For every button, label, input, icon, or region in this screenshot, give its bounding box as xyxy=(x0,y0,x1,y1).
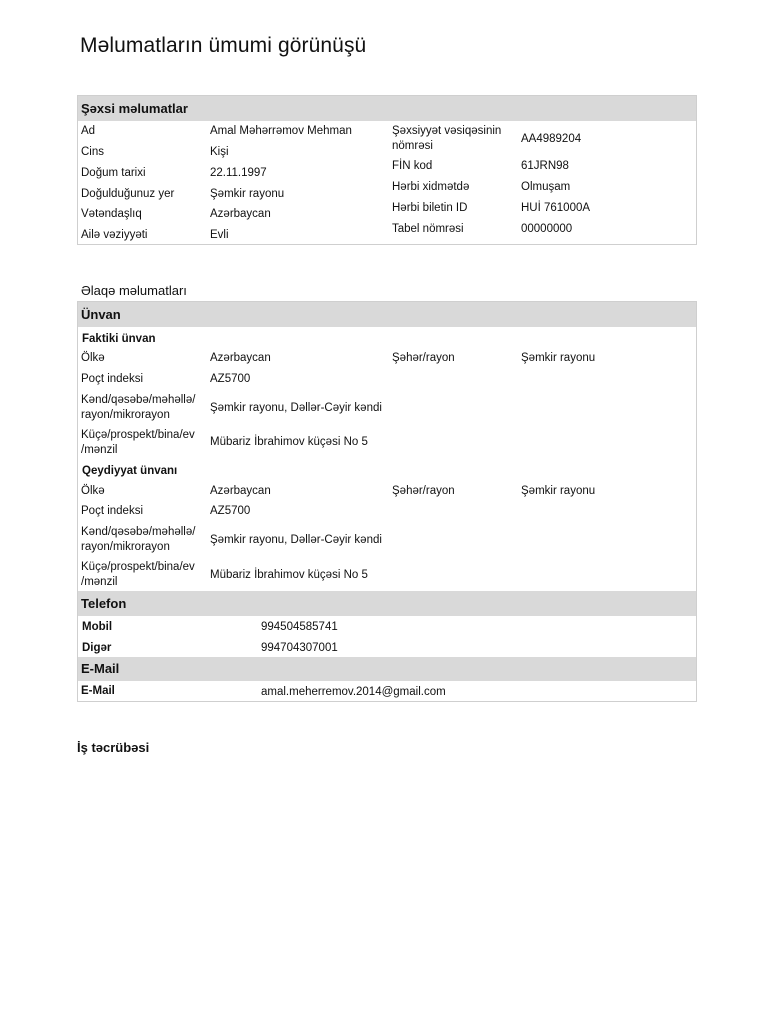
personal-info-header: Şəxsi məlumatlar xyxy=(78,96,696,121)
actual-street-value: Mübariz İbrahimov küçəsi No 5 xyxy=(210,436,368,448)
marital-status-value: Evli xyxy=(210,229,229,241)
actual-village-value: Şəmkir rayonu, Dəllər-Cəyir kəndi xyxy=(210,402,382,414)
birthplace-label: Doğulduğunuz yer xyxy=(81,188,175,200)
phone-header: Telefon xyxy=(78,591,696,616)
email-value: amal.meherremov.2014@gmail.com xyxy=(261,686,446,698)
tabel-number-value: 00000000 xyxy=(521,223,573,235)
actual-city-value: Şəmkir rayonu xyxy=(521,352,596,364)
actual-street-label: Küçə/prospekt/bina/ev /mənzil xyxy=(81,429,195,456)
fin-code-value: 61JRN98 xyxy=(521,160,569,172)
personal-info-section xyxy=(77,95,697,245)
actual-village-label: Kənd/qəsəbə/məhəllə/ rayon/mikrorayon xyxy=(81,394,196,421)
gender-value: Kişi xyxy=(210,146,229,158)
tabel-number-label: Tabel nömrəsi xyxy=(392,223,464,235)
name-value: Amal Məhərrəmov Mehman xyxy=(210,125,352,137)
marital-status-label: Ailə vəziyyəti xyxy=(81,229,148,241)
other-phone-label: Digər xyxy=(82,642,112,654)
mobile-label: Mobil xyxy=(82,621,113,633)
registered-street-label: Küçə/prospekt/bina/ev /mənzil xyxy=(81,561,195,588)
actual-postal-value: AZ5700 xyxy=(210,373,251,385)
military-service-label: Hərbi xidmətdə xyxy=(392,181,470,193)
military-id-label: Hərbi biletin ID xyxy=(392,202,468,214)
work-experience-heading: İş təcrübəsi xyxy=(77,740,150,755)
registered-country-label: Ölkə xyxy=(81,485,105,497)
mobile-value: 994504585741 xyxy=(261,621,338,633)
registered-street-value: Mübariz İbrahimov küçəsi No 5 xyxy=(210,569,368,581)
registered-city-value: Şəmkir rayonu xyxy=(521,485,596,497)
other-phone-value: 994704307001 xyxy=(261,642,338,654)
registered-postal-label: Poçt indeksi xyxy=(81,505,144,517)
id-card-value: AA4989204 xyxy=(521,133,582,145)
citizenship-value: Azərbaycan xyxy=(210,208,271,220)
actual-country-value: Azərbaycan xyxy=(210,352,271,364)
name-label: Ad xyxy=(81,125,96,137)
actual-country-label: Ölkə xyxy=(81,352,105,364)
actual-address-title: Faktiki ünvan xyxy=(82,333,156,345)
actual-postal-label: Poçt indeksi xyxy=(81,373,144,385)
registered-village-value: Şəmkir rayonu, Dəllər-Cəyir kəndi xyxy=(210,534,382,546)
military-service-value: Olmuşam xyxy=(521,181,571,193)
email-header: E-Mail xyxy=(78,657,696,681)
citizenship-label: Vətəndaşlıq xyxy=(81,208,142,220)
address-header: Ünvan xyxy=(78,302,696,327)
gender-label: Cins xyxy=(81,146,105,158)
birthdate-label: Doğum tarixi xyxy=(81,167,146,179)
page-title: Məlumatların ümumi görünüşü xyxy=(80,34,367,57)
contact-heading: Əlaqə məlumatları xyxy=(81,283,187,298)
actual-city-label: Şəhər/rayon xyxy=(392,352,455,364)
military-id-value: HUİ 761000A xyxy=(521,202,591,214)
birthdate-value: 22.11.1997 xyxy=(210,167,267,179)
email-label: E-Mail xyxy=(81,685,115,697)
birthplace-value: Şəmkir rayonu xyxy=(210,188,285,200)
registered-postal-value: AZ5700 xyxy=(210,505,251,517)
registered-village-label: Kənd/qəsəbə/məhəllə/ rayon/mikrorayon xyxy=(81,526,196,553)
registered-country-value: Azərbaycan xyxy=(210,485,271,497)
registered-city-label: Şəhər/rayon xyxy=(392,485,455,497)
fin-code-label: FİN kod xyxy=(392,160,433,172)
registered-address-title: Qeydiyyat ünvanı xyxy=(82,465,178,477)
id-card-label: Şəxsiyyət vəsiqəsinin nömrəsi xyxy=(392,125,502,152)
contact-info-section xyxy=(77,301,697,702)
